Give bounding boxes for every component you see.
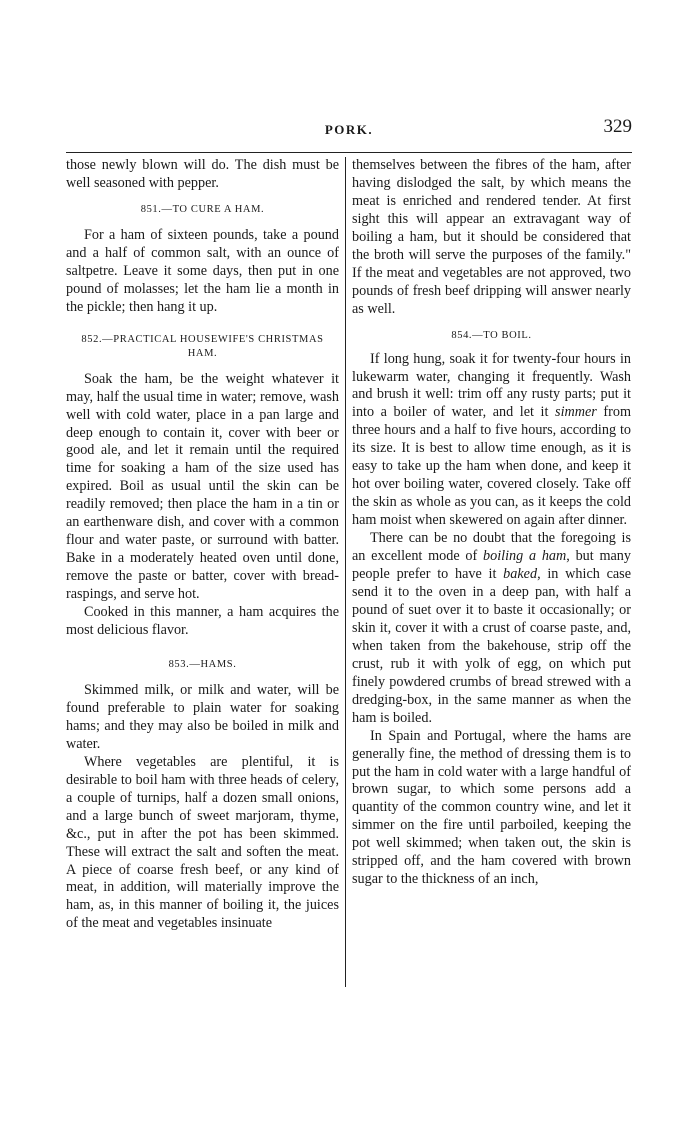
- recipe-854-text-2: [352, 530, 631, 727]
- text-run: If long hung, soak it for twenty-four hours in lukewarm water, changing it frequently. Wash and brush it well: trim off any rusty parts; put it into a boiler of water, and let it: [352, 350, 631, 421]
- recipe-853-text-2: Where vegetables are plentiful, it is desirable to boil ham with three heads of celery, a couple of turnips, half a dozen small onions, and a large bunch of sweet marjoram, thyme, &c., put in after the pot has been skimmed. These will extract the salt and soften the meat. A piece of coarse fresh beef, or any kind of meat, in addition, will materially improve the ham, as, in this manner of boiling it, the juices of the meat and vegetables insinuate: [66, 753, 339, 932]
- column-divider: [345, 157, 346, 987]
- continued-paragraph: themselves between the fibres of the ham, after having dislodged the salt, by which means the meat is enriched and rendered tender. At first sight this will appear an extravagant way of boiling a ham, but it should be considered that the broth will serve the purposes of the family." If the meat and vegetables are not approved, two pounds of fresh beef dripping will answer nearly as well.: [352, 157, 631, 317]
- header-rule: [66, 152, 632, 153]
- running-head: PORK.: [324, 122, 374, 137]
- text-run: from three hours and a half to five hours, according to its size. It is best to allow time enough, as it is easy to take up the ham when done, and keep it hot over boiling water, covered closely. Take off the skin as whole as you can, as it keeps the cold ham moist when skewered on again after dinner.: [352, 404, 631, 529]
- text-run: There can be no doubt that the foregoing is an excellent mode of: [352, 530, 631, 565]
- page-number: 329: [603, 116, 632, 137]
- recipe-854-text: [352, 351, 631, 531]
- continued-paragraph: those newly blown will do. The dish must be well seasoned with pepper.: [66, 157, 339, 191]
- recipe-853-title: 853.—HAMS.: [168, 658, 237, 670]
- page-header: [66, 116, 632, 146]
- emphasis-simmer: simmer: [555, 404, 597, 421]
- text-run: , but many people prefer to have it: [352, 548, 631, 583]
- text-run: , in which case send it to the oven in a deep pan, with half a pound of suet over it to baste it occasionally; or skin it, cover it with a crust of coarse paste, and, when taken from the bakehouse, strip off the crust, rub it with yolk of egg, on which put finely powdered crumbs of bread strewed with a dredging-box, in the same manner as when the ham is boiled.: [352, 566, 631, 726]
- recipe-854-text-3: In Spain and Portugal, where the hams are generally fine, the method of dressing them is to put the ham in cold water with a large handful of brown sugar, to which some persons add a quantity of the common country wine, and let it simmer on the fire until parboiled, keeping the pot well skimmed; when taken out, the skin is stripped off, and the ham covered with brown sugar to the thickness of an inch,: [352, 727, 631, 888]
- right-column: [352, 157, 631, 889]
- recipe-852-text: Soak the ham, be the weight whatever it may, half the usual time in water; remove, wash well with cold water, place in a pan large and deep enough to contain it, cover with beer or good ale, and let it remain until the required time for soaking a ham of the size used has expired. Boil as usual until the skin can be readily removed; then place the ham in a tin or an earthenware dish, and cover with a common flour and water paste, or surround with batter. Bake in a moderately heated oven until done, remove the paste or batter, cover with bread-raspings, and serve hot.: [66, 370, 339, 603]
- left-column: [66, 157, 339, 933]
- recipe-852-title: 852.—PRACTICAL HOUSEWIFE'S CHRISTMAS HAM.: [81, 333, 324, 359]
- recipe-853-text: Skimmed milk, or milk and water, will be found preferable to plain water for soaking hams; and they may also be boiled in milk and water.: [66, 681, 339, 752]
- recipe-854-title: 854.—TO BOIL.: [451, 329, 532, 341]
- emphasis-boiling-a-ham: boiling a ham: [483, 548, 567, 565]
- recipe-852-note: Cooked in this manner, a ham acquires the most delicious flavor.: [66, 604, 339, 639]
- recipe-851-title: 851.—TO CURE A HAM.: [140, 203, 265, 215]
- recipe-851-text: For a ham of sixteen pounds, take a pound and a half of common salt, with an ounce of saltpetre. Leave it some days, then put in one pound of molasses; let the ham lie a month in the pickle; then hang it up.: [66, 226, 339, 315]
- emphasis-baked: baked: [503, 566, 538, 583]
